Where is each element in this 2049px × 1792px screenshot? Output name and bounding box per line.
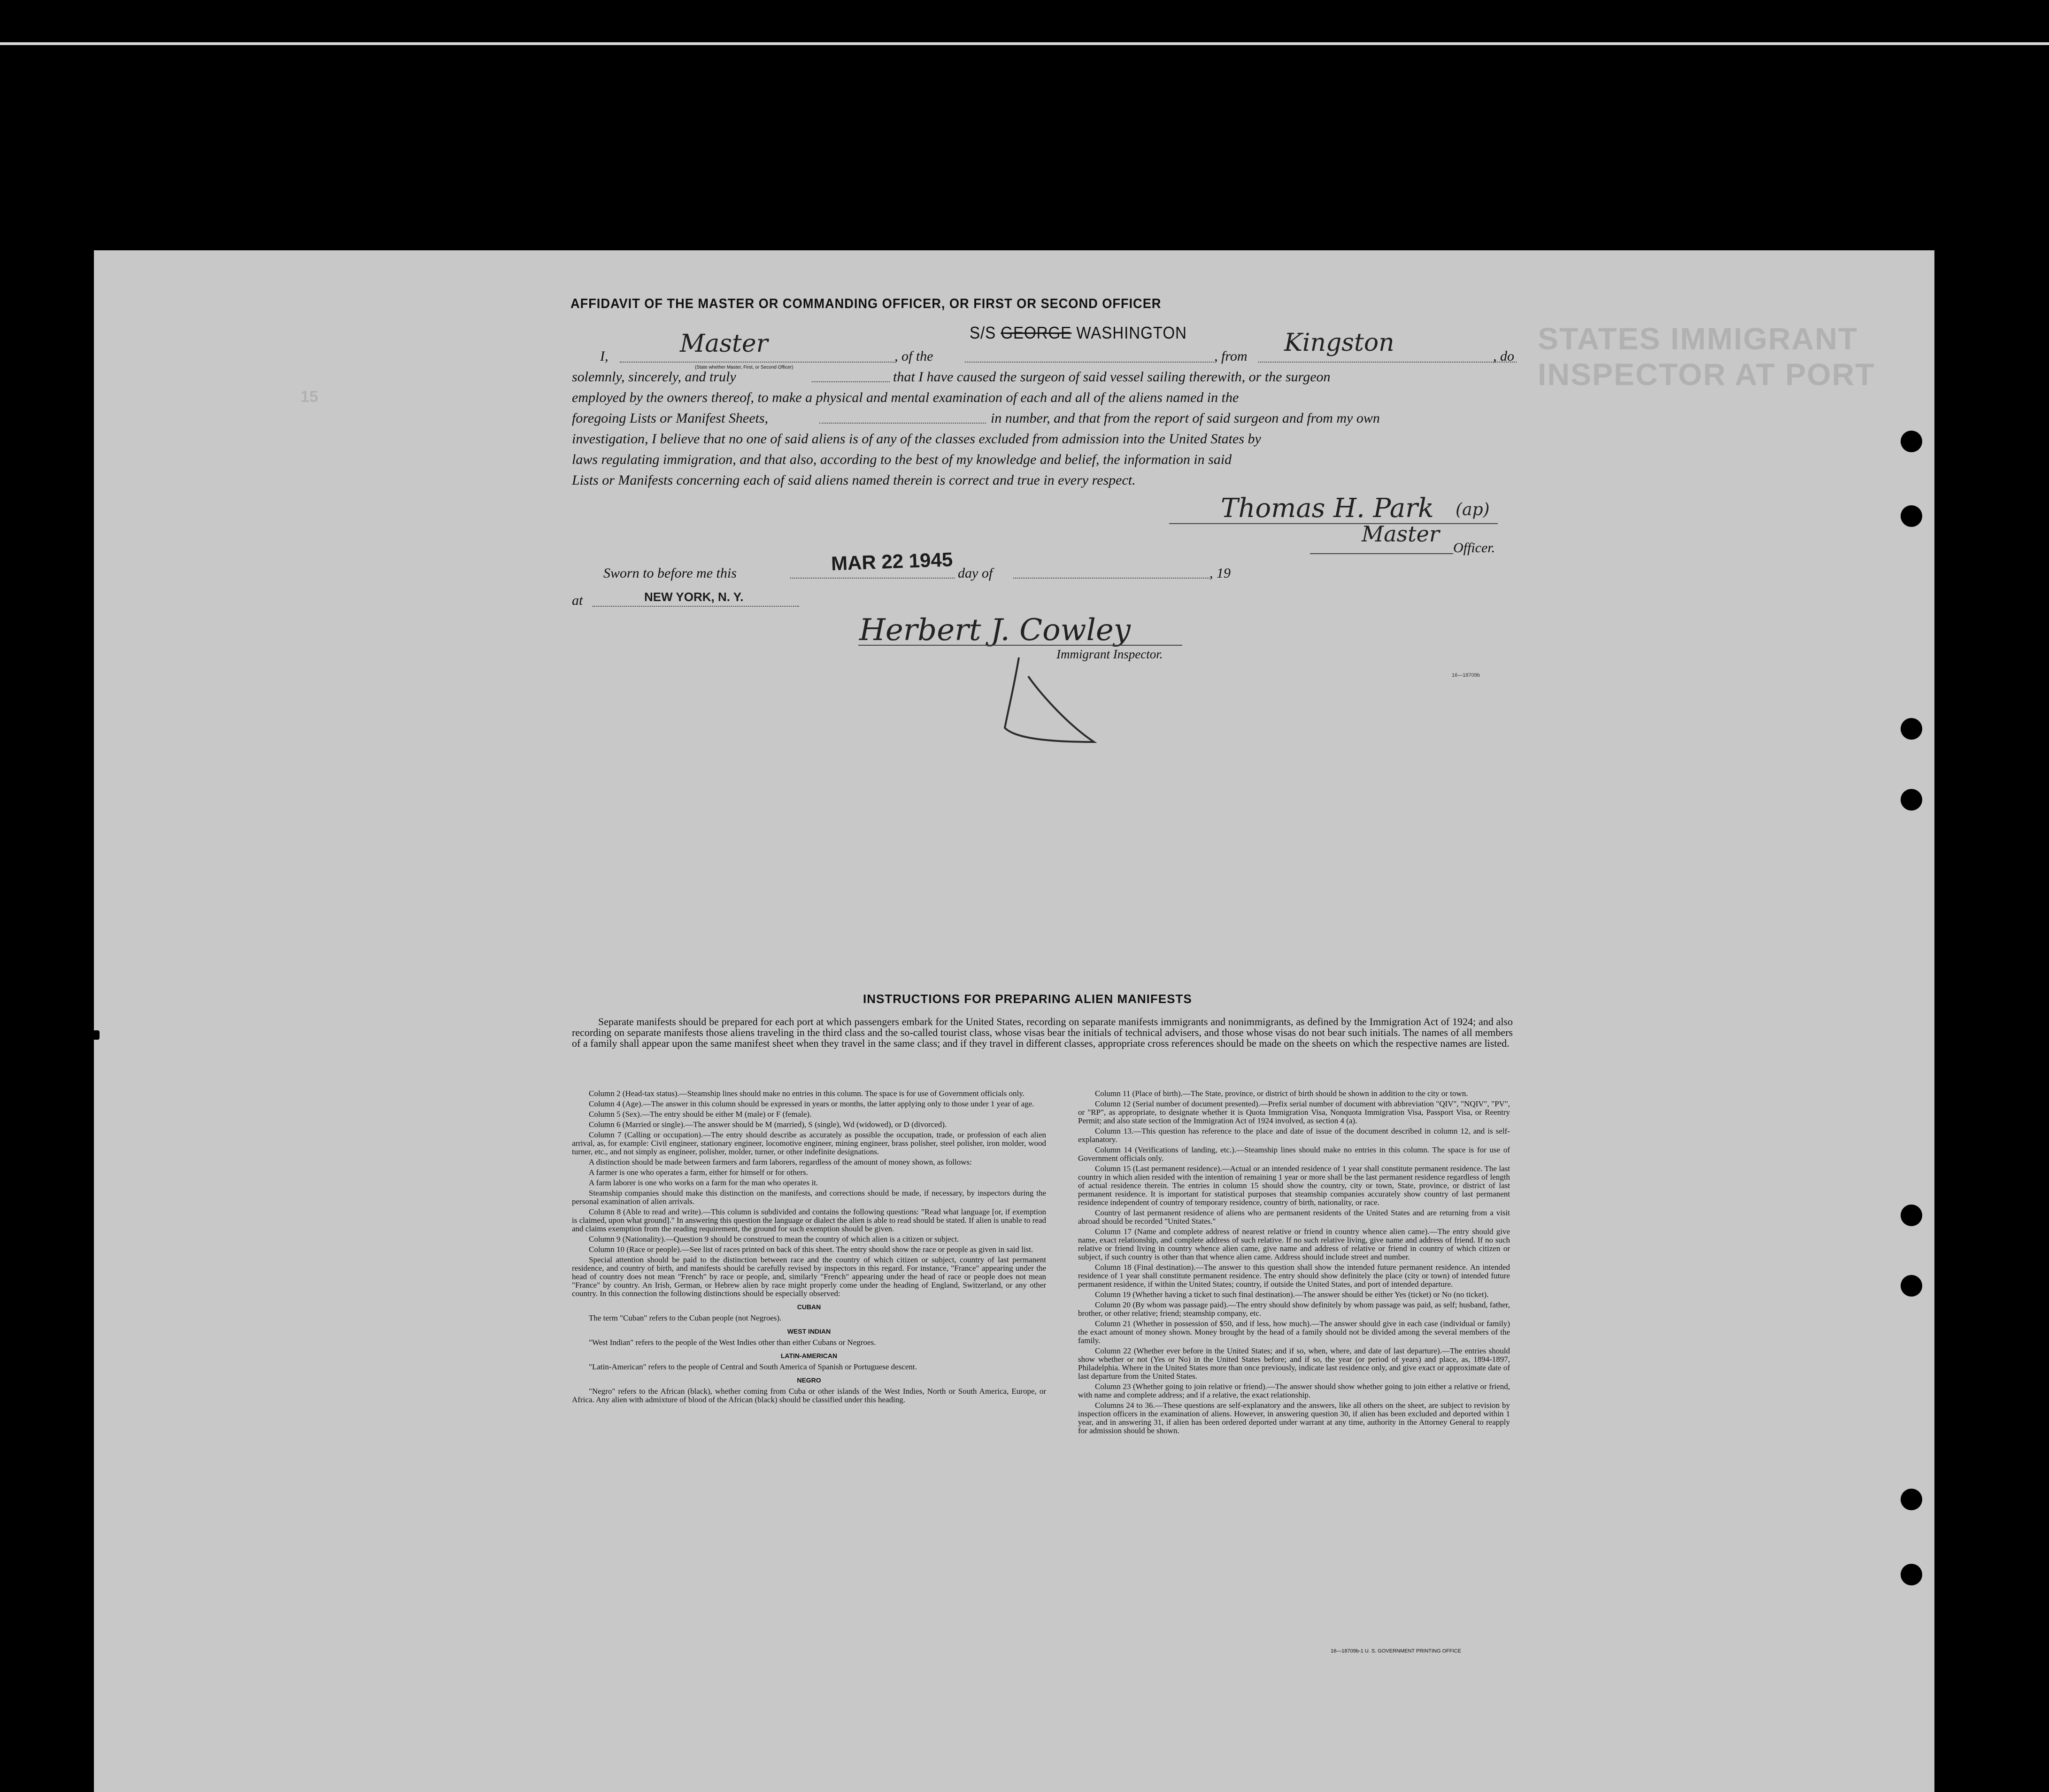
day-of-label: day of xyxy=(958,565,993,581)
punch-hole xyxy=(1901,1564,1922,1585)
instructions-right-column xyxy=(1078,1089,1510,1437)
do-label: , do xyxy=(1493,348,1514,364)
affidavit-title: AFFIDAVIT OF THE MASTER OR COMMANDING OFFICER, OR FIRST OR SECOND OFFICER xyxy=(570,296,1162,311)
line7: Lists or Manifests concerning each of said aliens named therein is correct and true in every respect. xyxy=(572,472,1136,488)
officer-title-handwritten: Master xyxy=(1362,521,1440,547)
instruction-paragraph: Column 18 (Final destination).—The answer to this question shall show the intended future permanent residence. An intended residence of 1 year shall constitute permanent residence. The entry should show definitely the place (city or town) of intended future permanent residence, if within the United States; country, if outside the United States, and port of intended departure. xyxy=(1078,1263,1510,1289)
instruction-paragraph: Column 20 (By whom was passage paid).—The entry should show definitely by whom passage was paid, as self; husband, father, brother, or other relative; friend; steamship company, etc. xyxy=(1078,1300,1510,1318)
oath-field xyxy=(812,381,890,382)
from-label: , from xyxy=(1214,348,1248,364)
line1-i: I, xyxy=(600,348,609,364)
instruction-paragraph: Column 5 (Sex).—The entry should be either M (male) or F (female). xyxy=(589,1110,812,1119)
line2-b: that I have caused the surgeon of said vessel sailing therewith, or the surgeon xyxy=(893,369,1331,385)
instruction-paragraph: Column 10 (Race or people).—See list of races printed on back of this sheet. The entry should show the race or people as given in said list. xyxy=(589,1245,1033,1254)
vessel-field xyxy=(965,362,1214,363)
ship-name: WASHINGTON xyxy=(1076,323,1187,342)
punch-hole xyxy=(1901,1205,1922,1226)
sworn-label: Sworn to before me this xyxy=(603,565,737,581)
west-indian-heading: WEST INDIAN xyxy=(787,1328,831,1335)
inspector-pen-stroke xyxy=(986,648,1108,756)
instruction-paragraph: Column 9 (Nationality).—Question 9 should be construed to mean the country of which alien is a citizen or subject. xyxy=(589,1235,959,1244)
negro-definition: "Negro" refers to the African (black), whether coming from Cuba or other islands of the West Indies, North or South America, Europe, or Africa. Any alien with admixture of blood of the African (black) should be classified under this heading. xyxy=(572,1387,1046,1404)
of-the-label: , of the xyxy=(894,348,933,364)
sworn-day-field xyxy=(790,578,955,579)
year-prefix-label: , 19 xyxy=(1209,565,1231,581)
master-signature: Thomas H. Park xyxy=(1221,493,1434,524)
binding-mark xyxy=(93,1030,100,1040)
instruction-paragraph: Column 8 (Able to read and write).—This column is subdivided and contains the following questions: "Read what language [or, if exemption is claimed, upon what ground]." In answering this question the language or dialect the alien is able to read should be stated. If alien is unable to read and claims exemption from the reading requirement, the ground for such exemption should be given. xyxy=(572,1207,1046,1233)
place-field xyxy=(593,606,799,607)
punch-hole xyxy=(1901,789,1922,811)
instruction-paragraph: Column 19 (Whether having a ticket to such final destination).—The answer should be either Yes (ticket) or No (no ticket). xyxy=(1095,1290,1489,1299)
inspector-line xyxy=(858,645,1182,646)
officer-label: Officer. xyxy=(1453,540,1495,556)
instruction-paragraph: Column 22 (Whether ever before in the United States; and if so, when, where, and date of last departure).—The entries should show whether or not (Yes or No) in the United States before; and if so, the year (or period of years) and place, as, 1894-1897, Philadelphia. Where in the United States more than once previously, indicate last residence only, and give exact or approximate date of last departure from the United States. xyxy=(1078,1346,1510,1381)
ship-name-struck: GEORGE xyxy=(1001,323,1072,342)
instruction-paragraph: Special attention should be paid to the distinction between race and the country of which citizen or subject, country of last permanent residence, and country of birth, and manifests should be carefully revised by inspectors in this regard. For instance, "France" appearing under the head of country does not mean "French" by race or people, and, similarly "French" appearing under the head of race or people does not mean "France" by country. An Irish, German, or Hebrew alien by race might properly come under the heading of England, Switzerland, or any other country. In this connection the following distinctions should be especially observed: xyxy=(572,1255,1046,1298)
punch-hole xyxy=(1901,1489,1922,1510)
from-port-handwritten: Kingston xyxy=(1284,329,1394,357)
inspector-signature: Herbert J. Cowley xyxy=(859,613,1131,648)
instruction-paragraph: Columns 24 to 36.—These questions are self-explanatory and the answers, like all others on the sheet, are subject to revision by inspection officers in the examination of aliens. However, in answering question 30, if alien has been excluded and deported within 1 year, and in answering 31, if alien has been ordered deported under warrant at any time, authority in the Attorney General to reapply for admission should be shown. xyxy=(1078,1401,1510,1435)
cuban-heading: CUBAN xyxy=(797,1303,821,1311)
instruction-paragraph: Column 14 (Verifications of landing, etc.).—Steamship lines should make no entries in this column. The space is for use of Government officials only. xyxy=(1078,1145,1510,1163)
ship-prefix: S/S xyxy=(970,323,996,342)
printing-office-footer: 16—18709b-1 U. S. GOVERNMENT PRINTING OFFICE xyxy=(1331,1648,1461,1654)
rank-hint: (State whether Master, First, or Second Officer) xyxy=(695,365,793,370)
latin-american-definition: "Latin-American" refers to the people of Central and South America of Spanish or Portuguese descent. xyxy=(589,1362,917,1371)
punch-hole xyxy=(1901,718,1922,740)
instruction-paragraph: A distinction should be made between farmers and farm laborers, regardless of the amount of money shown, as follows: xyxy=(589,1158,972,1166)
negro-heading: NEGRO xyxy=(797,1376,821,1384)
instructions-title: INSTRUCTIONS FOR PREPARING ALIEN MANIFESTS xyxy=(863,992,1192,1006)
punch-hole xyxy=(1901,505,1922,527)
bleed-through-heading: STATES IMMIGRANT INSPECTOR AT PORT xyxy=(1538,321,1875,392)
latin-american-heading: LATIN-AMERICAN xyxy=(780,1352,838,1359)
ship-name-stamp xyxy=(970,323,1187,343)
line2-a: solemnly, sincerely, and truly xyxy=(572,369,736,385)
sheet-count-field xyxy=(819,423,986,424)
inspector-title: Immigrant Inspector. xyxy=(1056,647,1163,661)
line6: laws regulating immigration, and that also, according to the best of my knowledge and belief, the information in said xyxy=(572,452,1232,467)
signature-initials: (ap) xyxy=(1456,500,1490,519)
line4-b: in number, and that from the report of said surgeon and from my own xyxy=(991,410,1380,426)
instruction-paragraph: Column 6 (Married or single).—The answer should be M (married), S (single), Wd (widowed), or D (divorced). xyxy=(589,1120,947,1129)
officer-title-line xyxy=(1310,553,1453,554)
instruction-paragraph: Column 17 (Name and complete address of nearest relative or friend in country whence alien came).—The entry should give name, exact relationship, and complete address of such relative. If no such relative living, give name and address of friend. If no such relative or friend living in country whence alien came, give name and address of relative or friend in country of which citizen or subject, if such country is other than that whence alien came. Address should include street and number. xyxy=(1078,1227,1510,1261)
place-stamp: NEW YORK, N. Y. xyxy=(644,590,744,604)
instructions-intro: Separate manifests should be prepared for each port at which passengers embark for the United States, recording on separate manifests immigrants and nonimmigrants, as defined by the Immigration Act of 1924; and also recording on separate manifests those aliens traveling in the third class and the so-called tourist class, whose visas bear the initials of technical advisers, and those whose visas do not bear such initials. The names of all members of a family shall appear upon the same manifest sheet when they travel in the same class; and if they travel in different classes, appropriate cross references should be made on the sheets on which the respective names are listed. xyxy=(572,1016,1513,1049)
at-label: at xyxy=(572,593,583,608)
instruction-paragraph: Column 7 (Calling or occupation).—The entry should describe as accurately as possible the occupation, trade, or profession of each alien arrival, as, for example: Civil engineer, stationary engineer, locomotive engineer, mining engineer, brass polisher, steel polisher, iron molder, wood turner, etc., and not simply as engineer, polisher, molder, turner, or other indefinite designations. xyxy=(572,1130,1046,1156)
instruction-paragraph: Steamship companies should make this distinction on the manifests, and corrections should be made, if necessary, by inspectors during the personal examination of alien arrivals. xyxy=(572,1189,1046,1206)
instruction-paragraph: A farmer is one who operates a farm, either for himself or for others. xyxy=(589,1168,808,1177)
affidavit-form-code: 16—18709b xyxy=(1452,672,1480,678)
instruction-paragraph: Column 11 (Place of birth).—The State, province, or district of birth should be shown in addition to the city or town. xyxy=(1095,1089,1468,1098)
scanner-top-edge xyxy=(0,42,2049,45)
instruction-paragraph: Column 15 (Last permanent residence).—Actual or an intended residence of 1 year shall constitute permanent residence. The last country in which alien resided with the intention of remaining 1 year or more shall be the last permanent residence regardless of length of actual residence therein. The entries in column 15 should show the country, city or town, State, province, or district of last permanent residence. It is important for statistical purposes that steamship companies accurately show country of last permanent residence independent of country of temporary residence, country of birth, nationality, or race. xyxy=(1078,1164,1510,1207)
instruction-paragraph: Column 12 (Serial number of document presented).—Prefix serial number of document with abbreviation "QIV", "NQIV", "PV", or "RP", as appropriate, to designate whether it is Quota Immigration Visa, Nonquota Immigration Visa, Passport Visa, or Reentry Permit; and also state section of the Immigration Act of 1924 involved, as section 4 (a). xyxy=(1078,1099,1510,1125)
instruction-paragraph: Column 2 (Head-tax status).—Steamship lines should make no entries in this column. The space is for use of Government officials only. xyxy=(589,1089,1024,1098)
line3: employed by the owners thereof, to make a physical and mental examination of each and all of the aliens named in the xyxy=(572,390,1239,405)
instruction-paragraph: Column 21 (Whether in possession of $50, and if less, how much).—The answer should give in each case (individual or family) the exact amount of money shown. Money brought by the head of a family should not be divided among the several members of the family. xyxy=(1078,1319,1510,1345)
instruction-paragraph: Column 23 (Whether going to join relative or friend).—The answer should show whether going to join either a relative or friend, with name and complete address; and if a relative, the exact relationship. xyxy=(1078,1382,1510,1399)
instruction-paragraph: Column 13.—This question has reference to the place and date of issue of the document described in column 12, and is self-explanatory. xyxy=(1078,1127,1510,1144)
instruction-paragraph: A farm laborer is one who works on a farm for the man who operates it. xyxy=(589,1178,818,1187)
instruction-paragraph: Country of last permanent residence of aliens who are permanent residents of the United States and are returning from a visit abroad should be recorded "United States." xyxy=(1078,1208,1510,1226)
punch-hole xyxy=(1901,1275,1922,1297)
master-rank-field xyxy=(620,362,894,363)
date-stamp: MAR 22 1945 xyxy=(831,548,953,575)
instructions-left-column xyxy=(572,1089,1046,1406)
west-indian-definition: "West Indian" refers to the people of the West Indies other than either Cubans or Negroes. xyxy=(589,1338,876,1347)
bleed-through-number: 15 xyxy=(300,388,318,406)
master-rank-handwritten: Master xyxy=(680,330,768,358)
punch-hole xyxy=(1901,431,1922,452)
from-port-field xyxy=(1258,362,1517,363)
cuban-definition: The term "Cuban" refers to the Cuban people (not Negroes). xyxy=(589,1313,782,1322)
line5: investigation, I believe that no one of said aliens is of any of the classes excluded from admission into the United States by xyxy=(572,431,1261,447)
line4-a: foregoing Lists or Manifest Sheets, xyxy=(572,410,769,426)
instruction-paragraph: Column 4 (Age).—The answer in this column should be expressed in years or months, the latter applying only to those under 1 year of age. xyxy=(589,1099,1034,1108)
month-field xyxy=(1013,578,1209,579)
